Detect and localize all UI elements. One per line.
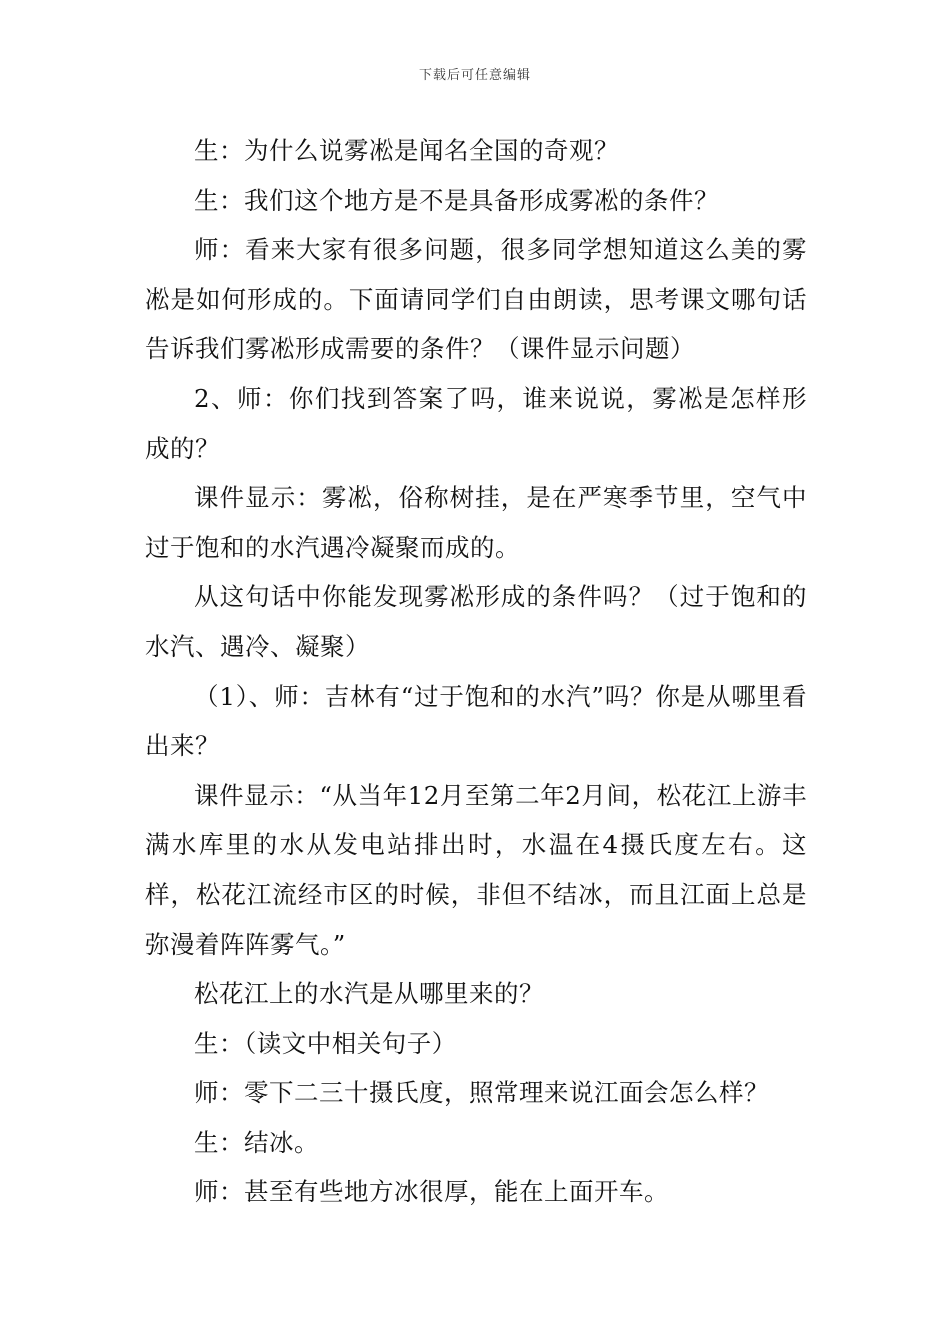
- paragraph-1: 生：为什么说雾凇是闻名全国的奇观？: [194, 136, 619, 165]
- paragraph-8: 课件显示：“从当年12月至第二年2月间，松花江上游丰满水库里的水从发电站排出时，水温在4摄氏度左右。这样，松花江流经市区的时候，非但不结冰，而且江面上总是弥漫着阵阵雾气。”: [145, 780, 807, 959]
- paragraph-4: 2、师：你们找到答案了吗，谁来说说，雾凇是怎样形成的？: [145, 383, 807, 463]
- paragraph-7: （1）、师：吉林有“过于饱和的水汽”吗？你是从哪里看出来？: [145, 681, 807, 761]
- paragraph-6: 从这句话中你能发现雾凇形成的条件吗？（过于饱和的水汽、遇冷、凝聚）: [145, 582, 807, 661]
- paragraph-10: 生：（读文中相关句子）: [194, 1028, 457, 1058]
- paragraph-9: 松花江上的水汽是从哪里来的？: [194, 979, 544, 1009]
- paragraph-3: 师：看来大家有很多问题，很多同学想知道这么美的雾凇是如何形成的。下面请同学们自由朗读，思考课文哪句话告诉我们雾凇形成需要的条件？（课件显示问题）: [145, 235, 807, 364]
- paragraph-5: 课件显示：雾凇，俗称树挂，是在严寒季节里，空气中过于饱和的水汽遇冷凝聚而成的。: [145, 483, 807, 562]
- paragraph-11: 师：零下二三十摄氏度，照常理来说江面会怎么样？: [194, 1078, 769, 1108]
- paragraph-2: 生：我们这个地方是不是具备形成雾凇的条件？: [194, 185, 719, 215]
- paragraph-13: 师：甚至有些地方冰很厚，能在上面开车。: [194, 1177, 669, 1207]
- document-body: [145, 126, 807, 1217]
- paragraph-12: 生：结冰。: [194, 1127, 319, 1157]
- page-header: 下载后可任意编辑: [418, 68, 531, 83]
